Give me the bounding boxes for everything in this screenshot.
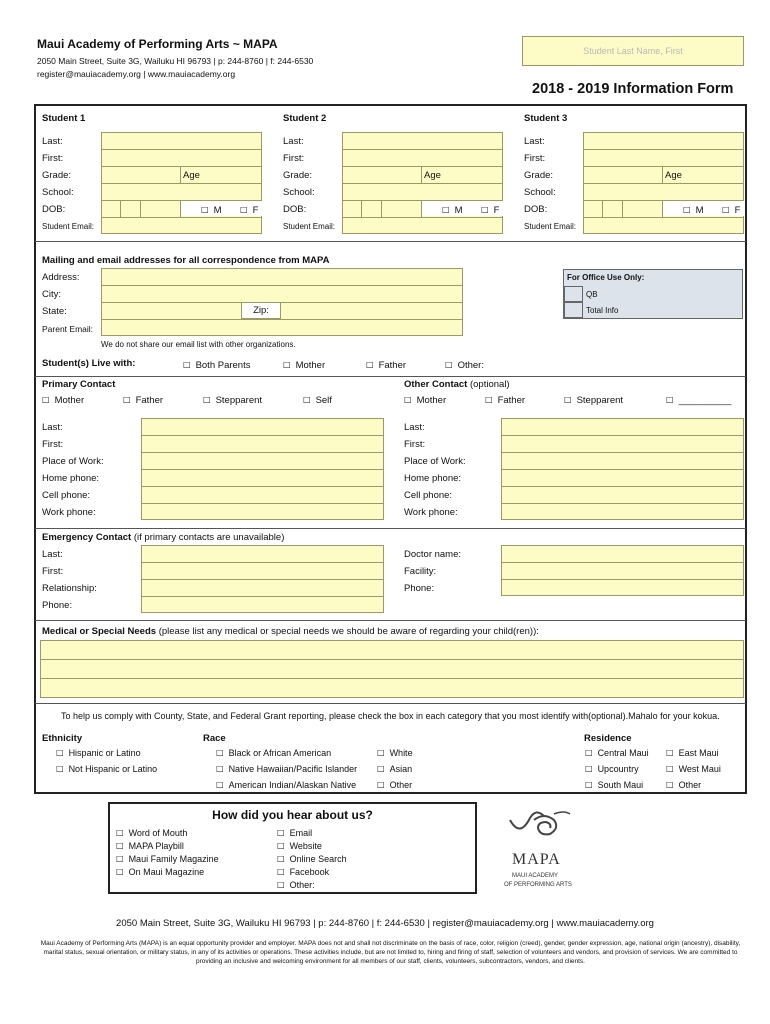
divider — [35, 703, 746, 704]
checkbox-icon[interactable]: □ — [116, 828, 124, 837]
emergency-field-input-4[interactable] — [141, 597, 384, 612]
student-3-grade-input[interactable] — [583, 167, 662, 182]
race-option-2-label: Native Hawaiian/Pacific Islander — [228, 764, 358, 774]
logo-line1: MAUI ACADEMY — [512, 873, 559, 879]
checkbox-icon[interactable]: □ — [442, 205, 450, 214]
student-3-first-input[interactable] — [583, 150, 744, 165]
zip-input[interactable] — [282, 303, 462, 318]
other-field-label-6: Work phone: — [404, 507, 458, 518]
hear-option-3-label: Maui Family Magazine — [128, 854, 219, 864]
divider — [35, 376, 746, 377]
student-3-school-input[interactable] — [583, 184, 744, 199]
emergency-field-input-1[interactable] — [141, 546, 384, 561]
medical-note: (please list any medical or special needs we should be aware of regarding your child(ren)): — [158, 626, 539, 637]
live-with-option-1[interactable] — [183, 359, 250, 372]
student-name-placeholder: Student Last Name, First — [583, 46, 683, 56]
hear-option-5[interactable] — [277, 827, 312, 839]
emergency-field-input-3[interactable] — [141, 580, 384, 595]
mapa-logo — [504, 806, 584, 854]
residence-option-2[interactable] — [585, 763, 639, 775]
checkbox-icon[interactable]: □ — [585, 748, 593, 757]
student-1-female-option[interactable] — [240, 204, 258, 217]
mapa-logo-mark — [504, 806, 584, 854]
emergency-field-label-1: Last: — [42, 549, 63, 560]
student-2-male-option-label: M — [454, 205, 463, 216]
student-2-male-option[interactable] — [442, 204, 462, 217]
org-contact: register@mauiacademy.org | www.mauiacademy.org — [37, 69, 236, 79]
residence-label: Residence — [584, 733, 632, 744]
hear-option-2[interactable] — [116, 840, 184, 852]
age-label: Age — [665, 170, 682, 181]
race-label: Race — [203, 733, 226, 744]
checkbox-icon[interactable]: □ — [56, 748, 64, 757]
zip-label: Zip: — [253, 305, 269, 316]
grade-label: Grade: — [524, 170, 554, 181]
hear-title: How did you hear about us? — [212, 808, 373, 822]
student-3-age-input[interactable] — [662, 167, 744, 182]
student-1-school-input[interactable] — [101, 184, 262, 199]
student-2-email-input[interactable] — [342, 218, 503, 233]
race-option-2[interactable] — [216, 763, 357, 775]
hear-option-7-label: Online Search — [289, 854, 347, 864]
ethnicity-option-2-label: Not Hispanic or Latino — [68, 764, 158, 774]
hear-option-2-label: MAPA Playbill — [128, 841, 184, 851]
other-option-1[interactable] — [404, 394, 446, 407]
other-field-input-2[interactable] — [501, 436, 744, 451]
other-option-4[interactable] — [666, 394, 731, 407]
checkbox-icon[interactable]: □ — [277, 854, 285, 863]
primary-field-input-4[interactable] — [141, 470, 384, 485]
race-option-3[interactable] — [216, 779, 356, 791]
checkbox-icon[interactable]: □ — [377, 748, 385, 757]
first-label: First: — [283, 153, 305, 164]
primary-field-label-2: First: — [42, 439, 64, 450]
live-with-option-3[interactable] — [366, 359, 406, 372]
student-3-header: Student 3 — [524, 113, 568, 124]
other-field-label-5: Cell phone: — [404, 490, 453, 501]
hear-option-8[interactable] — [277, 866, 329, 878]
checkbox-icon[interactable]: □ — [116, 854, 124, 863]
hear-option-4[interactable] — [116, 866, 204, 878]
medical-textarea[interactable] — [40, 640, 744, 698]
checkbox-icon[interactable]: □ — [216, 748, 224, 757]
primary-field-input-5[interactable] — [141, 487, 384, 502]
race-option-5[interactable] — [377, 763, 412, 775]
primary-field-label-4: Home phone: — [42, 473, 100, 484]
state-label: State: — [42, 306, 67, 317]
other-option-1-label: Mother — [416, 395, 447, 406]
emergency-field-label-4: Phone: — [42, 600, 73, 611]
other-field-input-6[interactable] — [501, 504, 744, 519]
form-title: 2018 - 2019 Information Form — [532, 81, 734, 97]
hear-option-8-label: Facebook — [289, 867, 330, 877]
primary-option-3[interactable] — [203, 394, 262, 407]
hear-option-9[interactable] — [277, 879, 315, 891]
last-label: Last: — [524, 136, 545, 147]
checkbox-icon[interactable]: □ — [123, 395, 131, 404]
primary-field-input-3[interactable] — [141, 453, 384, 468]
student-2-female-option-label: F — [493, 205, 500, 216]
emergency-field-label-3: Relationship: — [42, 583, 97, 594]
office-use-box — [563, 269, 743, 319]
hear-option-1[interactable] — [116, 827, 187, 839]
checkbox-icon[interactable]: □ — [683, 205, 691, 214]
checkbox-icon[interactable]: □ — [666, 764, 674, 773]
doctor-field-label-2: Facility: — [404, 566, 437, 577]
residence-option-3[interactable] — [585, 779, 643, 791]
checkbox-icon[interactable]: □ — [485, 395, 493, 404]
checkbox-icon[interactable]: □ — [666, 395, 674, 404]
first-label: First: — [524, 153, 546, 164]
field-line — [40, 678, 744, 679]
hear-option-6-label: Website — [289, 841, 322, 851]
doctor-field-input-3[interactable] — [501, 580, 744, 595]
hear-option-6[interactable] — [277, 840, 322, 852]
ethnicity-option-1-label: Hispanic or Latino — [68, 748, 141, 758]
student-1-email-input[interactable] — [101, 218, 262, 233]
student-2-last-input[interactable] — [342, 133, 503, 148]
live-with-option-2-label: Mother — [295, 360, 326, 371]
student-2-school-input[interactable] — [342, 184, 503, 199]
checkbox-icon[interactable]: □ — [277, 828, 285, 837]
school-label: School: — [283, 187, 315, 198]
mailing-heading: Mailing and email addresses for all correspondence from MAPA — [42, 255, 330, 266]
residence-option-6-label: Other — [678, 780, 702, 790]
other-option-2-label: Father — [497, 395, 526, 406]
checkbox-icon[interactable]: □ — [722, 205, 730, 214]
zip-label-cell — [241, 302, 281, 319]
student-2-female-option[interactable] — [481, 204, 499, 217]
field-line — [40, 659, 744, 660]
divider — [35, 241, 746, 242]
doctor-field-label-3: Phone: — [404, 583, 435, 594]
student-email-label: Student Email: — [524, 222, 577, 231]
student-1-male-option-label: M — [213, 205, 222, 216]
student-3-male-option[interactable] — [683, 204, 703, 217]
primary-option-4-label: Self — [315, 395, 332, 406]
student-2-age-input[interactable] — [421, 167, 503, 182]
checkbox-icon[interactable]: □ — [240, 205, 248, 214]
student-3-female-option-label: F — [734, 205, 741, 216]
student-3-female-option[interactable] — [722, 204, 740, 217]
city-input[interactable] — [101, 286, 462, 301]
demographics-intro: To help us comply with County, State, and Federal Grant reporting, please check the box in each category that you most identify with(optional).Mahalo for your kokua. — [61, 711, 720, 721]
other-option-3-label: Stepparent — [576, 395, 624, 406]
race-option-5-label: Asian — [389, 764, 413, 774]
live-with-option-3-label: Father — [378, 360, 407, 371]
address-label: Address: — [42, 272, 80, 283]
residence-option-4[interactable] — [666, 747, 719, 759]
other-contact-heading — [404, 379, 510, 391]
residence-option-2-label: Upcountry — [597, 764, 639, 774]
checkbox-icon[interactable]: □ — [303, 395, 311, 404]
city-label: City: — [42, 289, 61, 300]
primary-field-input-2[interactable] — [141, 436, 384, 451]
logo-line2: OF PERFORMING ARTS — [504, 882, 572, 888]
checkbox-icon[interactable]: □ — [277, 880, 285, 889]
divider — [35, 620, 746, 621]
hear-option-1-label: Word of Mouth — [128, 828, 188, 838]
ethnicity-label: Ethnicity — [42, 733, 83, 744]
residence-option-1[interactable] — [585, 747, 649, 759]
student-1-dob-input[interactable] — [101, 201, 180, 216]
other-contact-label: Other Contact — [404, 379, 468, 390]
first-label: First: — [42, 153, 64, 164]
race-option-6-label: Other — [389, 780, 413, 790]
office-qb: QB — [586, 290, 598, 299]
student-1-female-option-label: F — [252, 205, 259, 216]
student-2-header: Student 2 — [283, 113, 327, 124]
checkbox-icon[interactable]: □ — [585, 780, 593, 789]
footer-disclaimer: Maui Academy of Performing Arts (MAPA) is an equal opportunity provider and employer. MAPA does not and shall not discriminate on the basis of race, color, religion (creed), gender, gender expression, age, national origin (ancestry), disability, marital status, sexual orientation, or military status, in any of its activities or operations. These activities include, but are not limited to, hiring and firing of staff, selection of volunteers and vendors, and provision of services. We are committed to providing an inclusive and welcoming environment for all members of our staff, clients, volunteers, subcontractors, vendors, and clients. — [40, 940, 741, 965]
live-with-label: Student(s) Live with: — [42, 358, 136, 369]
residence-option-5-label: West Maui — [678, 764, 721, 774]
medical-label: Medical or Special Needs — [42, 626, 157, 637]
school-label: School: — [42, 187, 74, 198]
checkbox-icon[interactable]: □ — [116, 867, 124, 876]
other-option-4-label: __________ — [678, 395, 732, 406]
org-address: 2050 Main Street, Suite 3G, Wailuku HI 96793 | p: 244-8760 | f: 244-6530 — [37, 56, 314, 66]
student-1-first-input[interactable] — [101, 150, 262, 165]
hear-option-7[interactable] — [277, 853, 347, 865]
checkbox-icon[interactable]: □ — [116, 841, 124, 850]
other-field-label-3: Place of Work: — [404, 456, 466, 467]
other-option-2[interactable] — [485, 394, 525, 407]
primary-field-label-3: Place of Work: — [42, 456, 104, 467]
school-label: School: — [524, 187, 556, 198]
doctor-field-input-1[interactable] — [501, 546, 744, 561]
checkbox-icon[interactable]: □ — [201, 205, 209, 214]
other-contact-note: (optional) — [469, 379, 510, 390]
other-field-label-2: First: — [404, 439, 426, 450]
emergency-label: Emergency Contact — [42, 532, 132, 543]
residence-option-4-label: East Maui — [678, 748, 719, 758]
checkbox-icon[interactable]: □ — [666, 780, 674, 789]
student-email-label: Student Email: — [283, 222, 336, 231]
primary-field-input-1[interactable] — [141, 419, 384, 434]
last-label: Last: — [283, 136, 304, 147]
parent-email-label: Parent Email: — [42, 324, 94, 334]
qb-box[interactable] — [564, 286, 583, 302]
race-option-1[interactable] — [216, 747, 331, 759]
student-1-male-option[interactable] — [201, 204, 221, 217]
other-field-input-3[interactable] — [501, 453, 744, 468]
checkbox-icon[interactable]: □ — [564, 395, 572, 404]
divider — [35, 528, 746, 529]
residence-option-3-label: South Maui — [597, 780, 644, 790]
race-option-3-label: American Indian/Alaskan Native — [228, 780, 357, 790]
other-field-input-4[interactable] — [501, 470, 744, 485]
checkbox-icon[interactable]: □ — [404, 395, 412, 404]
checkbox-icon[interactable]: □ — [666, 748, 674, 757]
checkbox-icon[interactable]: □ — [377, 780, 385, 789]
emergency-field-label-2: First: — [42, 566, 64, 577]
office-use-title: For Office Use Only: — [567, 273, 645, 282]
checkbox-icon[interactable]: □ — [277, 841, 285, 850]
dob-label: DOB: — [283, 204, 307, 215]
medical-heading — [42, 626, 539, 638]
student-2-first-input[interactable] — [342, 150, 503, 165]
age-label: Age — [183, 170, 200, 181]
student-3-male-option-label: M — [695, 205, 704, 216]
org-title: Maui Academy of Performing Arts ~ MAPA — [37, 37, 278, 51]
other-field-input-5[interactable] — [501, 487, 744, 502]
other-option-3[interactable] — [564, 394, 623, 407]
checkbox-icon[interactable]: □ — [277, 867, 285, 876]
hear-option-5-label: Email — [289, 828, 313, 838]
student-1-grade-input[interactable] — [101, 167, 180, 182]
primary-option-3-label: Stepparent — [215, 395, 263, 406]
residence-option-5[interactable] — [666, 763, 721, 775]
other-field-label-4: Home phone: — [404, 473, 462, 484]
student-3-dob-input[interactable] — [583, 201, 662, 216]
checkbox-icon[interactable]: □ — [481, 205, 489, 214]
student-1-last-input[interactable] — [101, 133, 262, 148]
race-option-1-label: Black or African American — [228, 748, 332, 758]
parent-email-input[interactable] — [101, 320, 462, 335]
primary-field-label-6: Work phone: — [42, 507, 96, 518]
primary-option-2[interactable] — [123, 394, 163, 407]
hear-option-4-label: On Maui Magazine — [128, 867, 205, 877]
checkbox-icon[interactable]: □ — [183, 360, 191, 369]
grade-label: Grade: — [283, 170, 313, 181]
student-email-label: Student Email: — [42, 222, 95, 231]
residence-option-1-label: Central Maui — [597, 748, 649, 758]
student-2-grade-input[interactable] — [342, 167, 421, 182]
student-2-dob-input[interactable] — [342, 201, 421, 216]
address-input[interactable] — [101, 269, 462, 284]
checkbox-icon[interactable]: □ — [283, 360, 291, 369]
race-option-4-label: White — [389, 748, 413, 758]
primary-field-input-6[interactable] — [141, 504, 384, 519]
live-with-option-1-label: Both Parents — [195, 360, 251, 371]
live-with-option-4[interactable] — [445, 359, 484, 372]
state-input[interactable] — [101, 303, 241, 318]
total-info-box[interactable] — [564, 302, 583, 318]
primary-field-label-1: Last: — [42, 422, 63, 433]
checkbox-icon[interactable]: □ — [216, 780, 224, 789]
doctor-field-label-1: Doctor name: — [404, 549, 462, 560]
last-label: Last: — [42, 136, 63, 147]
emergency-heading — [42, 532, 284, 544]
checkbox-icon[interactable]: □ — [585, 764, 593, 773]
race-option-6[interactable] — [377, 779, 412, 791]
checkbox-icon[interactable]: □ — [203, 395, 211, 404]
checkbox-icon[interactable]: □ — [42, 395, 50, 404]
race-option-4[interactable] — [377, 747, 413, 759]
other-field-input-1[interactable] — [501, 419, 744, 434]
ethnicity-option-2[interactable] — [56, 763, 157, 775]
dob-label: DOB: — [42, 204, 66, 215]
office-total: Total Info — [586, 306, 619, 315]
student-1-age-input[interactable] — [180, 167, 262, 182]
ethnicity-option-1[interactable] — [56, 747, 141, 759]
age-label: Age — [424, 170, 441, 181]
hear-option-3[interactable] — [116, 853, 219, 865]
checkbox-icon[interactable]: □ — [366, 360, 374, 369]
hear-option-9-label: Other: — [289, 880, 315, 890]
privacy-note: We do not share our email list with other organizations. — [101, 340, 296, 349]
primary-option-1-label: Mother — [54, 395, 85, 406]
primary-contact-label: Primary Contact — [42, 379, 116, 390]
emergency-note: (if primary contacts are unavailable) — [133, 532, 285, 543]
student-3-email-input[interactable] — [583, 218, 744, 233]
primary-option-4[interactable] — [303, 394, 332, 407]
student-3-last-input[interactable] — [583, 133, 744, 148]
checkbox-icon[interactable]: □ — [56, 764, 64, 773]
emergency-field-input-2[interactable] — [141, 563, 384, 578]
student-1-header: Student 1 — [42, 113, 86, 124]
checkbox-icon[interactable]: □ — [377, 764, 385, 773]
checkbox-icon[interactable]: □ — [216, 764, 224, 773]
grade-label: Grade: — [42, 170, 72, 181]
footer-contact: 2050 Main Street, Suite 3G, Wailuku HI 96793 | p: 244-8760 | f: 244-6530 | register@mauiacademy.org | www.mauiacademy.org — [116, 918, 654, 929]
residence-option-6[interactable] — [666, 779, 701, 791]
doctor-field-input-2[interactable] — [501, 563, 744, 578]
live-with-option-4-label: Other: — [457, 360, 484, 371]
other-field-label-1: Last: — [404, 422, 425, 433]
primary-option-2-label: Father — [135, 395, 164, 406]
primary-option-1[interactable] — [42, 394, 84, 407]
dob-label: DOB: — [524, 204, 548, 215]
checkbox-icon[interactable]: □ — [445, 360, 453, 369]
student-name-field[interactable] — [522, 36, 744, 66]
primary-field-label-5: Cell phone: — [42, 490, 91, 501]
logo-name: MAPA — [512, 851, 561, 868]
live-with-option-2[interactable] — [283, 359, 325, 372]
